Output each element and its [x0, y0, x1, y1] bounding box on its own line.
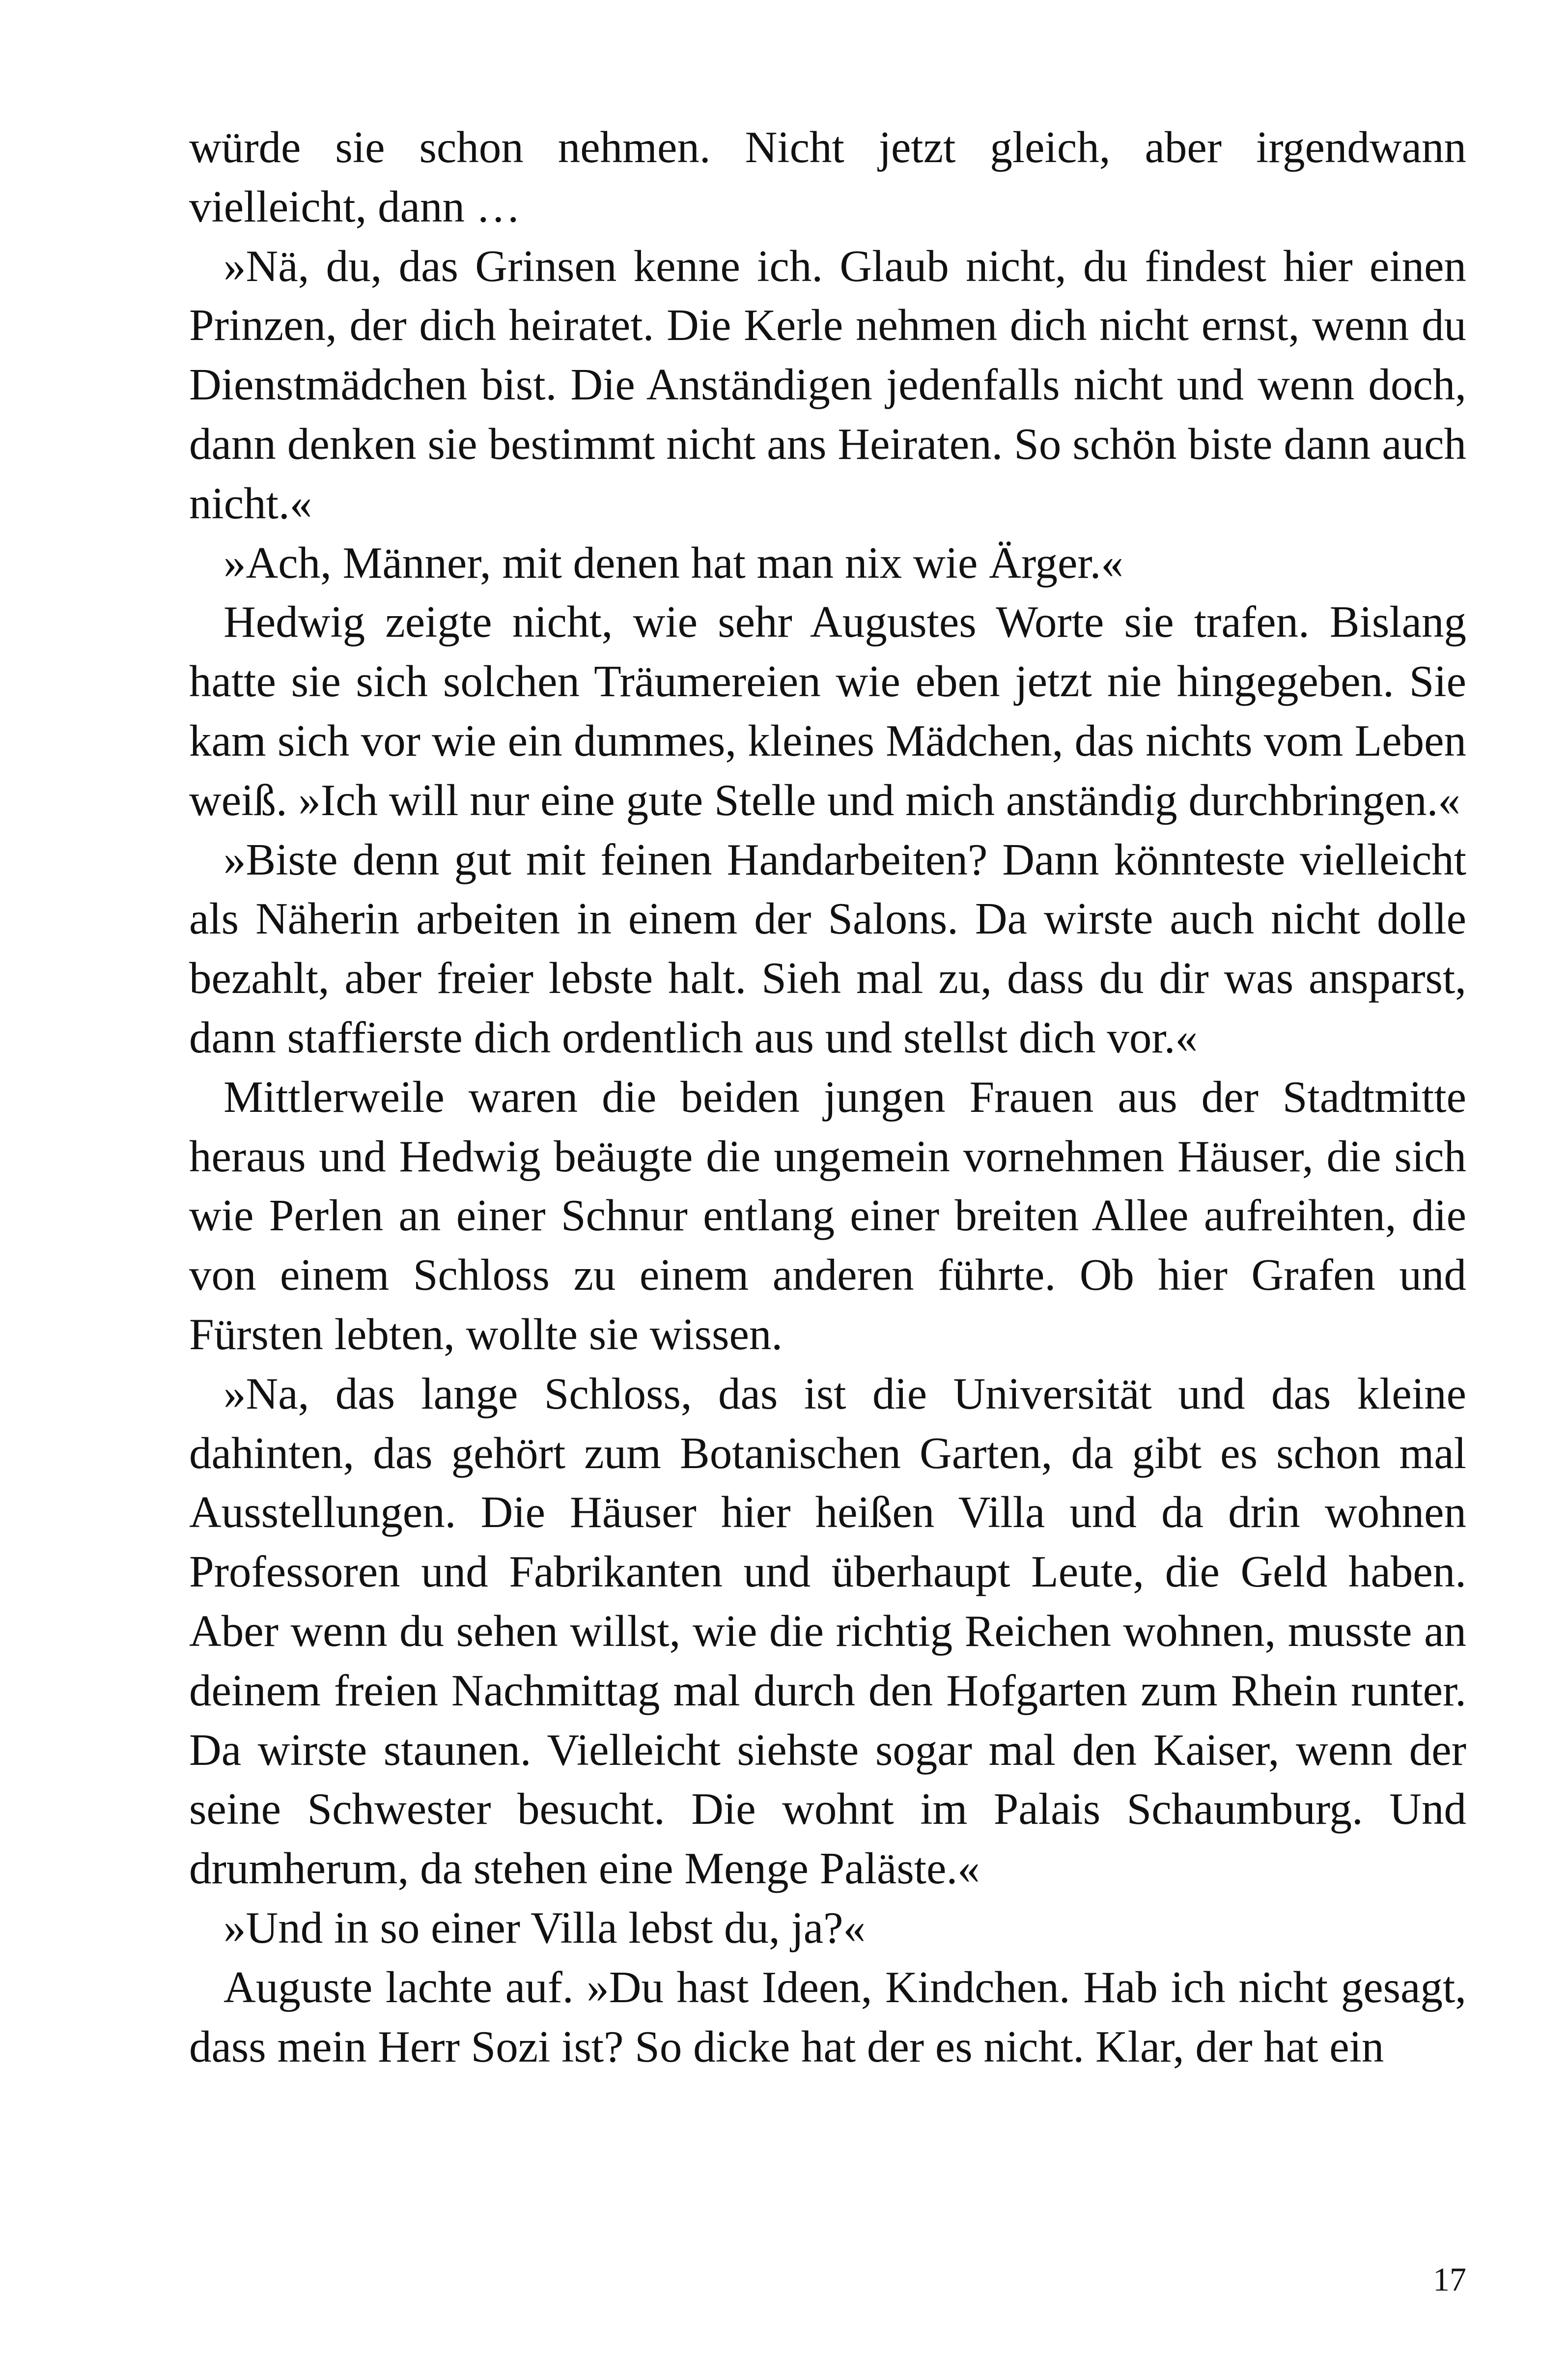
page-number: 17: [1433, 2261, 1466, 2298]
paragraph: Auguste lachte auf. »Du hast Ideen, Kindchen. Hab ich nicht gesagt, dass mein Herr Sozi ist? So dicke hat der es nicht. Klar, der hat ein: [189, 1962, 1466, 2071]
paragraph: »Ach, Männer, mit denen hat man nix wie Ärger.«: [224, 538, 1123, 588]
paragraph: »Nä, du, das Grinsen kenne ich. Glaub nicht, du findest hier einen Prinzen, der dich heiratet. Die Kerle nehmen dich nicht ernst, wenn du Dienstmädchen bist. Die Anständigen jedenfalls nicht und wenn doch, dann denken sie bestimmt nicht ans Heiraten. So schön biste dann auch nicht.«: [189, 241, 1466, 528]
paragraph: Mittlerweile waren die beiden jungen Frauen aus der Stadtmitte heraus und Hedwig beäugte die ungemein vornehmen Häuser, die sich wie Perlen an einer Schnur entlang einer breiten Allee aufreihten, die von einem Schloss zu einem anderen führte. Ob hier Grafen und Fürsten lebten, wollte sie wissen.: [189, 1072, 1466, 1359]
paragraph: »Na, das lange Schloss, das ist die Universität und das kleine dahinten, das gehört zum Botanischen Garten, da gibt es schon mal Ausstellungen. Die Häuser hier heißen Villa und da drin wohnen Professoren und Fabrikanten und überhaupt Leute, die Geld haben. Aber wenn du sehen willst, wie die richtig Reichen wohnen, musste an deinem freien Nachmittag mal durch den Hofgarten zum Rhein runter. Da wirste staunen. Vielleicht siehste sogar mal den Kaiser, wenn der seine Schwester besucht. Die wohnt im Palais Schaumburg. Und drumherum, da stehen eine Menge Paläste.«: [189, 1368, 1466, 1894]
paragraph: Hedwig zeigte nicht, wie sehr Augustes Worte sie trafen. Bislang hatte sie sich solchen Träumereien wie eben jetzt nie hingegeben. Sie kam sich vor wie ein dummes, kleines Mädchen, das nichts vom Leben weiß. »Ich will nur eine gute Stelle und mich anständig durchbringen.«: [189, 597, 1466, 825]
body-text: [189, 118, 1466, 2076]
paragraph: »Und in so einer Villa lebst du, ja?«: [224, 1902, 866, 1953]
paragraph: würde sie schon nehmen. Nicht jetzt gleich, aber irgendwann vielleicht, dann …: [189, 122, 1466, 231]
paragraph: »Biste denn gut mit feinen Handarbeiten? Dann könnteste vielleicht als Näherin arbeiten in einem der Salons. Da wirste auch nicht dolle bezahlt, aber freier lebste halt. Sieh mal zu, dass du dir was ansparst, dann staffierste dich ordentlich aus und stellst dich vor.«: [189, 834, 1466, 1062]
